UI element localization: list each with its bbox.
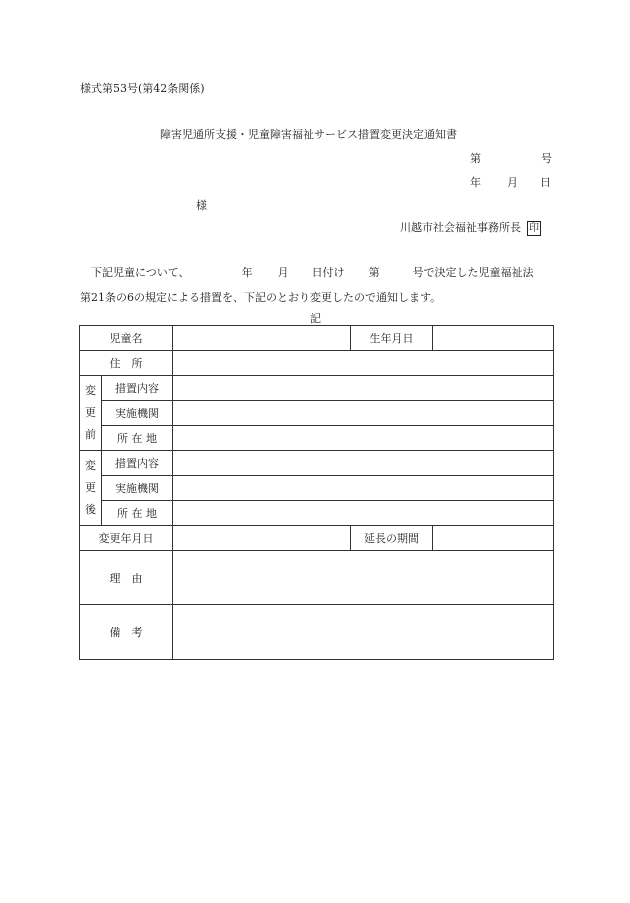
after-location-label: 所 在 地 xyxy=(102,501,173,526)
vertical-char: 後 xyxy=(85,503,96,516)
issuer-line xyxy=(400,219,541,236)
before-facility-cell xyxy=(173,401,554,426)
body-line-2: 第21条の6の規定による措置を、下記のとおり変更したので通知します。 xyxy=(80,291,442,304)
body-part: 第 xyxy=(368,266,380,279)
remarks-cell xyxy=(173,605,554,660)
ki-heading: 記 xyxy=(310,312,321,325)
after-measure-cell xyxy=(173,451,554,476)
after-location-cell xyxy=(173,501,554,526)
date-year: 年 xyxy=(470,176,481,189)
vertical-char: 変 xyxy=(85,459,96,472)
child-name-label: 児童名 xyxy=(80,326,173,351)
document-title: 障害児通所支援・児童障害福祉サービス措置変更決定通知書 xyxy=(160,128,457,141)
addressee-suffix: 様 xyxy=(196,199,207,212)
extension-cell xyxy=(433,526,554,551)
table-row xyxy=(80,551,554,605)
change-date-label: 変更年月日 xyxy=(80,526,173,551)
body-part: 号で決定した児童福祉法 xyxy=(412,266,534,279)
vertical-char: 更 xyxy=(85,481,96,494)
body-line-1 xyxy=(80,264,534,280)
after-facility-cell xyxy=(173,476,554,501)
table-row xyxy=(80,605,554,660)
change-date-cell xyxy=(173,526,351,551)
extension-label: 延長の期間 xyxy=(351,526,433,551)
notice-table xyxy=(79,325,554,660)
before-measure-label: 措置内容 xyxy=(102,376,173,401)
number-dai: 第 xyxy=(470,152,481,165)
table-row xyxy=(80,426,554,451)
after-measure-label: 措置内容 xyxy=(102,451,173,476)
before-location-label: 所 在 地 xyxy=(102,426,173,451)
address-label: 住 所 xyxy=(80,351,173,376)
table-row xyxy=(80,476,554,501)
vertical-char: 前 xyxy=(85,428,96,441)
body-part: 月 xyxy=(277,266,289,279)
table-row xyxy=(80,526,554,551)
table-row xyxy=(80,376,554,401)
before-change-label xyxy=(80,376,102,451)
reason-cell xyxy=(173,551,554,605)
before-facility-label: 実施機関 xyxy=(102,401,173,426)
remarks-label: 備 考 xyxy=(80,605,173,660)
table-row xyxy=(80,326,554,351)
date-day: 日 xyxy=(540,176,551,189)
birth-date-cell xyxy=(433,326,554,351)
body-part: 下記児童について、 xyxy=(91,266,190,279)
before-location-cell xyxy=(173,426,554,451)
before-measure-cell xyxy=(173,376,554,401)
issuer-name: 川越市社会福祉事務所長 xyxy=(400,221,521,234)
after-change-label xyxy=(80,451,102,526)
child-name-cell xyxy=(173,326,351,351)
birth-date-label: 生年月日 xyxy=(351,326,433,351)
date-month: 月 xyxy=(507,176,518,189)
table-row xyxy=(80,351,554,376)
address-cell xyxy=(173,351,554,376)
body-part: 年 xyxy=(241,266,253,279)
document-number-line xyxy=(470,150,552,166)
vertical-char: 変 xyxy=(85,384,96,397)
body-part: 日付け xyxy=(311,266,345,279)
after-facility-label: 実施機関 xyxy=(102,476,173,501)
table-row xyxy=(80,401,554,426)
reason-label: 理 由 xyxy=(80,551,173,605)
vertical-char: 更 xyxy=(85,406,96,419)
form-number: 様式第53号(第42条関係) xyxy=(80,82,205,95)
table-row xyxy=(80,451,554,476)
table-row xyxy=(80,501,554,526)
number-go: 号 xyxy=(541,152,552,165)
seal-stamp: 印 xyxy=(529,223,539,234)
